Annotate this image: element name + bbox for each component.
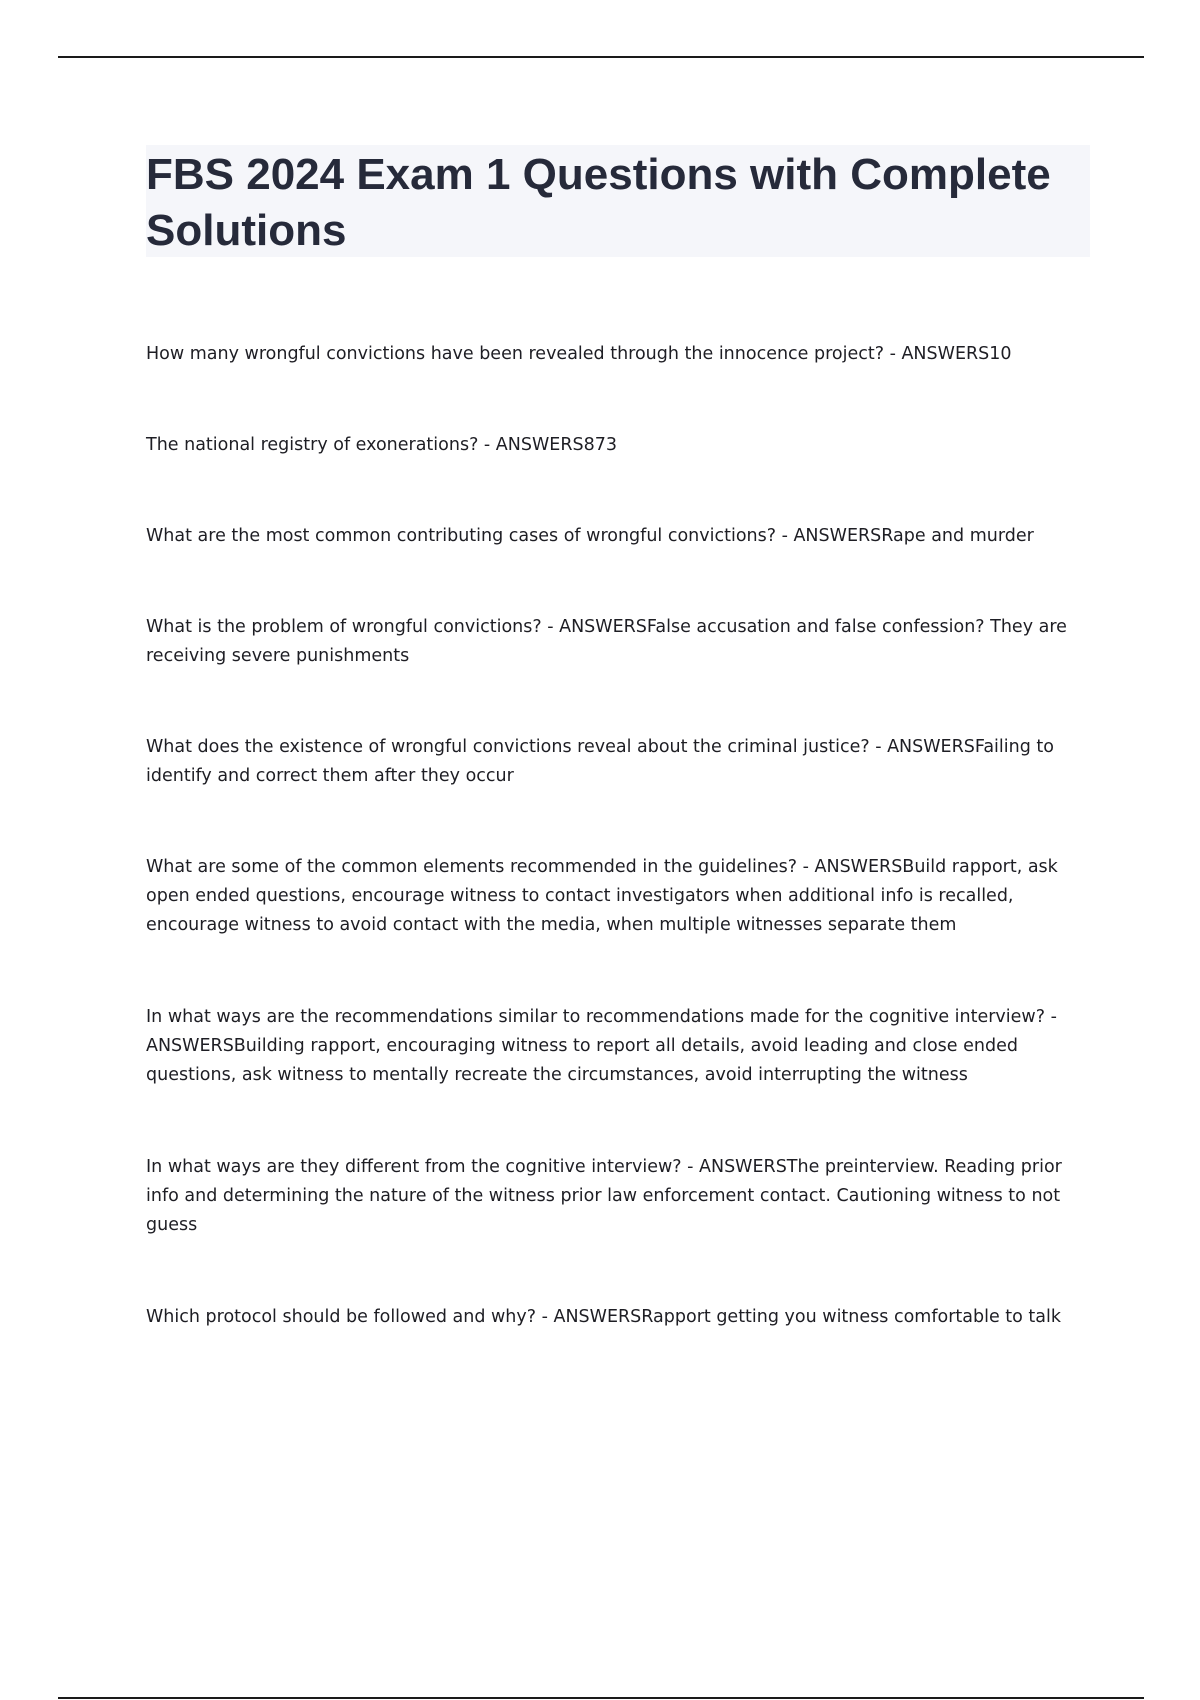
bottom-rule bbox=[58, 1697, 1144, 1699]
qa-item: In what ways are they different from the cognitive interview? - ANSWERSThe preinterview. Reading prior info and determining the nature of the witness prior law enforcement contact. Cautioning witness to not guess bbox=[146, 1157, 1062, 1235]
qa-item: What are the most common contributing cases of wrongful convictions? - ANSWERSRape and murder bbox=[146, 526, 1034, 546]
page-title: FBS 2024 Exam 1 Questions with Complete Solutions bbox=[146, 150, 1051, 255]
qa-item: How many wrongful convictions have been revealed through the innocence project? - ANSWERS10 bbox=[146, 344, 1012, 364]
qa-item: Which protocol should be followed and why? - ANSWERSRapport getting you witness comfortable to talk bbox=[146, 1307, 1061, 1327]
qa-item: What is the problem of wrongful convictions? - ANSWERSFalse accusation and false confession? They are receiving severe punishments bbox=[146, 617, 1067, 666]
title-block bbox=[146, 145, 1090, 257]
qa-item: In what ways are the recommendations similar to recommendations made for the cognitive interview? - ANSWERSBuilding rapport, encouraging witness to report all details, avoid leading and close ended questions, ask witness to mentally recreate the circumstances, avoid interrupting the witness bbox=[146, 1007, 1057, 1085]
qa-item: The national registry of exonerations? - ANSWERS873 bbox=[146, 435, 617, 455]
top-rule bbox=[58, 56, 1144, 58]
qa-item: What does the existence of wrongful convictions reveal about the criminal justice? - ANSWERSFailing to identify and correct them after they occur bbox=[146, 737, 1054, 786]
qa-item: What are some of the common elements recommended in the guidelines? - ANSWERSBuild rapport, ask open ended questions, encourage witness to contact investigators when additional info is recalled, encourage witness to avoid contact with the media, when multiple witnesses separate them bbox=[146, 857, 1058, 935]
